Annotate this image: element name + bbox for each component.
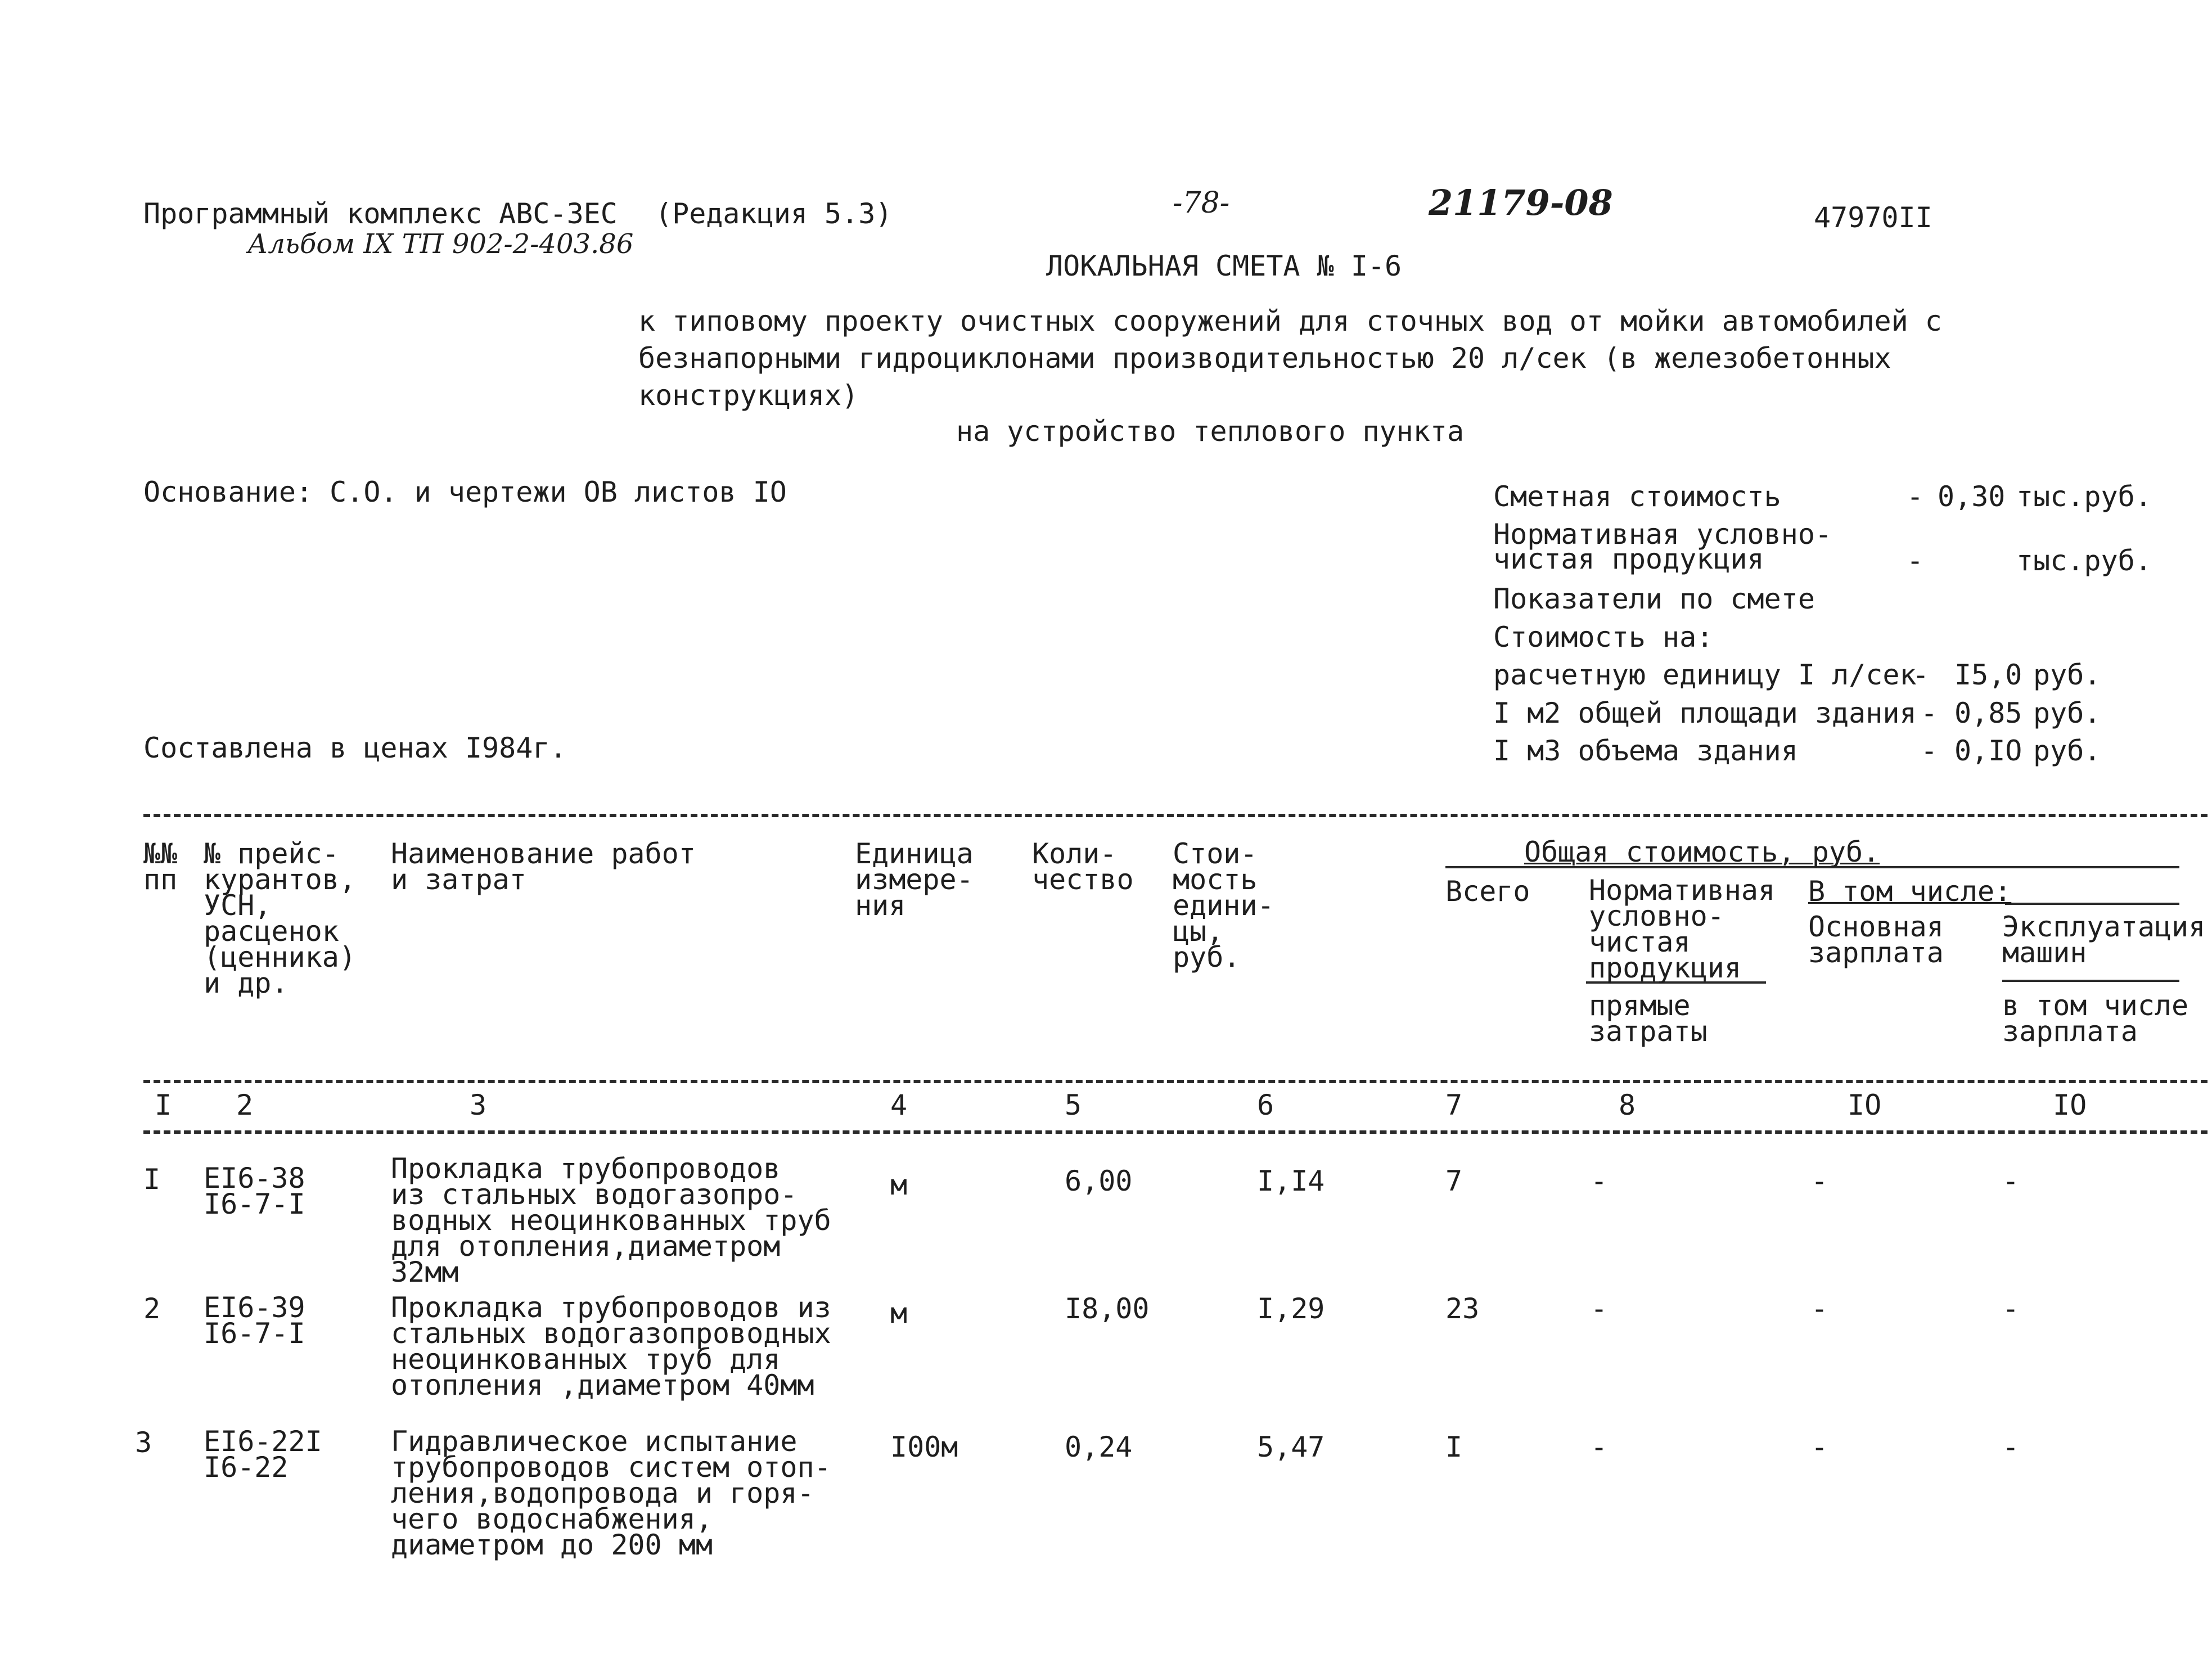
row-pricelist-code: EI6-22I I6-22 [204, 1425, 322, 1484]
summary-dash: - [1907, 480, 1924, 513]
summary-value: 0,85 [1954, 697, 2022, 729]
col-header-total-group: Общая стоимость, руб. [1524, 836, 1880, 868]
summary-value: I5,0 [1954, 659, 2022, 691]
row-unit: м [890, 1297, 908, 1329]
col-header-machines-salary: в том числе зарплата [2002, 989, 2189, 1048]
album-note: Альбом IX ТП 902-2-403.86 [247, 228, 634, 260]
document-title: ЛОКАЛЬНАЯ СМЕТА № I-6 [1046, 250, 1402, 282]
summary-dash: - [1907, 544, 1924, 577]
document-purpose: на устройство теплового пункта [956, 415, 1465, 448]
summary-unit: руб. [2033, 734, 2101, 767]
summary-label: Нормативная условно- чистая продукция [1493, 518, 1832, 575]
summary-value: 0,30 [1938, 480, 2006, 513]
row-base-salary: - [1811, 1165, 1828, 1197]
row-quantity: 6,00 [1065, 1165, 1133, 1197]
col-header-direct-costs: прямые затраты [1589, 989, 1708, 1048]
row-unit-cost: 5,47 [1257, 1431, 1325, 1463]
column-number: 7 [1445, 1089, 1463, 1121]
doc-code: 21179-08 [1429, 182, 1613, 223]
numbers-bottom-rule [143, 1130, 2208, 1134]
row-unit: I00м [890, 1431, 958, 1463]
row-work-name: Прокладка трубопроводов из стальных водогазопро- водных неоцинкованных труб для отопления,диаметром 32мм [391, 1152, 831, 1288]
column-number: 3 [470, 1089, 487, 1121]
row-number: 2 [143, 1292, 161, 1325]
page-number: -78- [1173, 186, 1230, 220]
summary-label: I м3 объема здания [1493, 734, 1798, 767]
header-bottom-rule [143, 1080, 2208, 1083]
basis-text: Основание: С.О. и чертежи ОВ листов IO [143, 476, 787, 508]
row-number: I [143, 1163, 161, 1196]
summary-label: расчетную единицу I л/сек [1493, 659, 1917, 691]
row-number: 3 [135, 1426, 152, 1459]
row-base-salary: - [1811, 1431, 1828, 1463]
col-header-number: №№ пп [143, 837, 178, 896]
row-quantity: I8,00 [1065, 1292, 1150, 1325]
prices-text: Составлена в ценах I984г. [143, 732, 567, 764]
summary-unit: руб. [2033, 659, 2101, 691]
summary-unit: тыс.руб. [2016, 480, 2152, 513]
row-machines: - [2002, 1292, 2020, 1325]
row-unit-cost: I,I4 [1257, 1165, 1325, 1197]
row-pricelist-code: EI6-39 I6-7-I [204, 1291, 305, 1350]
summary-unit: руб. [2033, 697, 2101, 729]
col-header-total: Всего [1445, 875, 1530, 908]
summary-label: Сметная стоимость [1493, 480, 1781, 513]
summary-label: I м2 общей площади здания [1493, 697, 1917, 729]
summary-value: 0,IO [1954, 734, 2022, 767]
row-pricelist-code: EI6-38 I6-7-I [204, 1162, 305, 1220]
edition: (Редакция 5.3) [655, 197, 893, 230]
row-work-name: Гидравлическое испытание трубопроводов систем отоп- ления,водопровода и горя- чего водоснабжения, диаметром до 200 мм [391, 1425, 831, 1561]
row-machines: - [2002, 1431, 2020, 1463]
column-number: 8 [1619, 1089, 1636, 1121]
row-unit: м [890, 1169, 908, 1201]
summary-dash: - [1921, 734, 1938, 767]
machines-sub-rule [2002, 980, 2179, 982]
column-number: 2 [236, 1089, 254, 1121]
col-header-incl-group: В том числе: [1808, 875, 2012, 908]
col-header-base-salary: Основная зарплата [1808, 911, 1944, 969]
column-number: IO [2053, 1089, 2087, 1121]
row-total: 23 [1445, 1292, 1480, 1325]
col-header-unit-cost: Стои- мость едини- цы, руб. [1173, 837, 1274, 974]
col-header-unit: Единица измере- ния [855, 837, 974, 922]
document-subtitle: к типовому проекту очистных сооружений для сточных вод от мойки автомобилей с безнапорными гидроциклонами производительностью 20 л/сек (в железобетонных конструкциях) [638, 305, 1942, 412]
col-header-work-name: Наименование работ и затрат [391, 837, 696, 896]
row-total: 7 [1445, 1165, 1463, 1197]
row-machines: - [2002, 1165, 2020, 1197]
row-net-product: - [1591, 1431, 1608, 1463]
summary-dash: - [1921, 697, 1938, 729]
col-header-quantity: Коли- чество [1032, 837, 1134, 896]
row-work-name: Прокладка трубопроводов из стальных водогазопроводных неоцинкованных труб для отопления ,диаметром 40мм [391, 1291, 831, 1401]
column-number: IO [1848, 1089, 1882, 1121]
program-name: Программный комплекс АВС-ЗЕС [143, 197, 618, 230]
incl-group-rule [2005, 903, 2179, 905]
row-quantity: 0,24 [1065, 1431, 1133, 1463]
row-total: I [1445, 1431, 1463, 1463]
row-unit-cost: I,29 [1257, 1292, 1325, 1325]
summary-unit: тыс.руб. [2016, 544, 2152, 577]
col-header-net-product: Нормативная условно- чистая продукция [1589, 874, 1776, 984]
summary-label: Показатели по смете [1493, 583, 1815, 615]
column-number: I [155, 1089, 172, 1121]
col-header-machines: Эксплуатация машин [2002, 911, 2206, 969]
col-header-pricelist: № прейс- курантов, УСН, расценок (ценника) и др. [204, 837, 356, 999]
summary-label: Стоимость на: [1493, 621, 1714, 654]
summary-dash: - [1912, 659, 1930, 691]
column-number: 6 [1257, 1089, 1274, 1121]
code-right: 47970II [1814, 201, 1932, 234]
column-number: 5 [1065, 1089, 1082, 1121]
row-base-salary: - [1811, 1292, 1828, 1325]
table-top-rule [143, 814, 2208, 817]
column-number: 4 [890, 1089, 908, 1121]
row-net-product: - [1591, 1292, 1608, 1325]
row-net-product: - [1591, 1165, 1608, 1197]
